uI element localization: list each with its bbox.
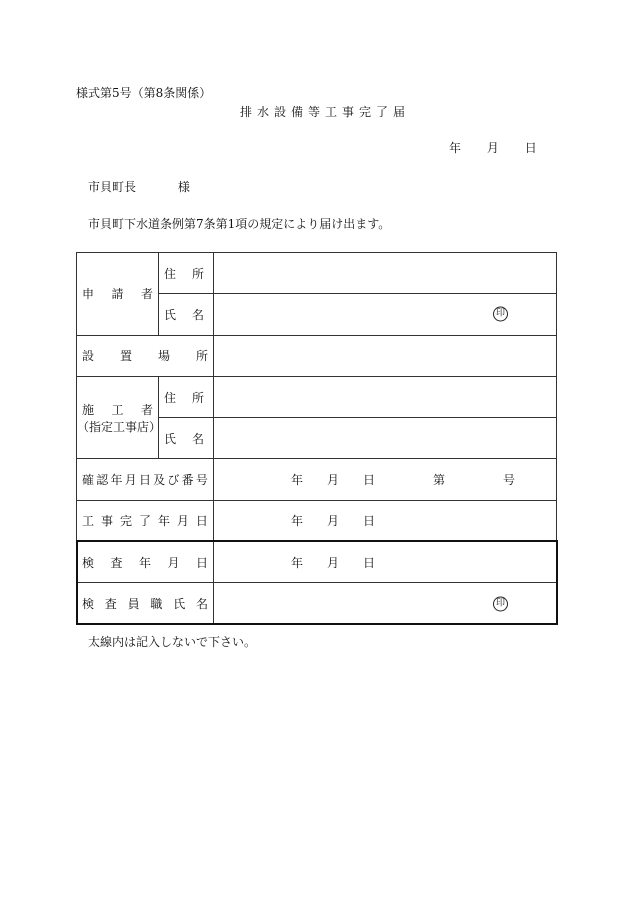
form-number: 様式第5号（第8条関係）	[76, 86, 212, 100]
location-field[interactable]	[214, 335, 557, 376]
inspection-field: 年 月 日	[214, 542, 557, 583]
form-table	[76, 252, 557, 625]
addressee-name: 市貝町長	[88, 180, 137, 194]
inspector-row	[77, 583, 557, 624]
confirmation-field[interactable]: 年 月 日 第 号	[214, 459, 557, 500]
applicant-label: 申 請 者	[77, 253, 159, 336]
inspector-label: 検 査 員 職 氏 名	[77, 583, 214, 624]
contractor-label: 施 工 者 （指定工事店）	[77, 376, 159, 459]
confirmation-row	[77, 459, 557, 500]
addressee-honorific: 様	[177, 180, 190, 194]
date-year: 年	[449, 141, 462, 155]
note: 太線内は記入しないで下さい。	[88, 635, 257, 649]
date-month: 月	[486, 141, 499, 155]
completion-field[interactable]: 年 月 日	[214, 500, 557, 541]
inspection-row	[77, 542, 557, 583]
contractor-name-label: 氏 名	[159, 418, 214, 459]
contractor-address-field[interactable]	[214, 376, 557, 417]
seal-icon: 印	[493, 307, 508, 322]
addressee	[88, 180, 190, 194]
applicant-name-label: 氏 名	[159, 294, 214, 335]
confirmation-label: 確 認 年 月 日 及 び 番 号	[77, 459, 214, 500]
date-day: 日	[524, 141, 537, 155]
applicant-address-row	[77, 253, 557, 294]
contractor-address-row	[77, 376, 557, 417]
location-label: 設 置 場 所	[77, 335, 214, 376]
inspection-label: 検 査 年 月 日	[77, 542, 214, 583]
applicant-address-label: 住 所	[159, 253, 214, 294]
statement: 市貝町下水道条例第7条第1項の規定により届け出ます。	[88, 217, 391, 231]
applicant-name-field[interactable]	[214, 294, 557, 335]
date-line	[449, 141, 537, 155]
seal-icon: 印	[493, 596, 508, 611]
applicant-address-field[interactable]	[214, 253, 557, 294]
form-title: 排水設備等工事完了届	[240, 105, 411, 119]
completion-label: 工 事 完 了 年 月 日	[77, 500, 214, 541]
completion-row	[77, 500, 557, 541]
inspector-field	[214, 583, 557, 624]
location-row	[77, 335, 557, 376]
contractor-address-label: 住 所	[159, 376, 214, 417]
contractor-sub-label: （指定工事店）	[77, 419, 162, 434]
contractor-name-field[interactable]	[214, 418, 557, 459]
